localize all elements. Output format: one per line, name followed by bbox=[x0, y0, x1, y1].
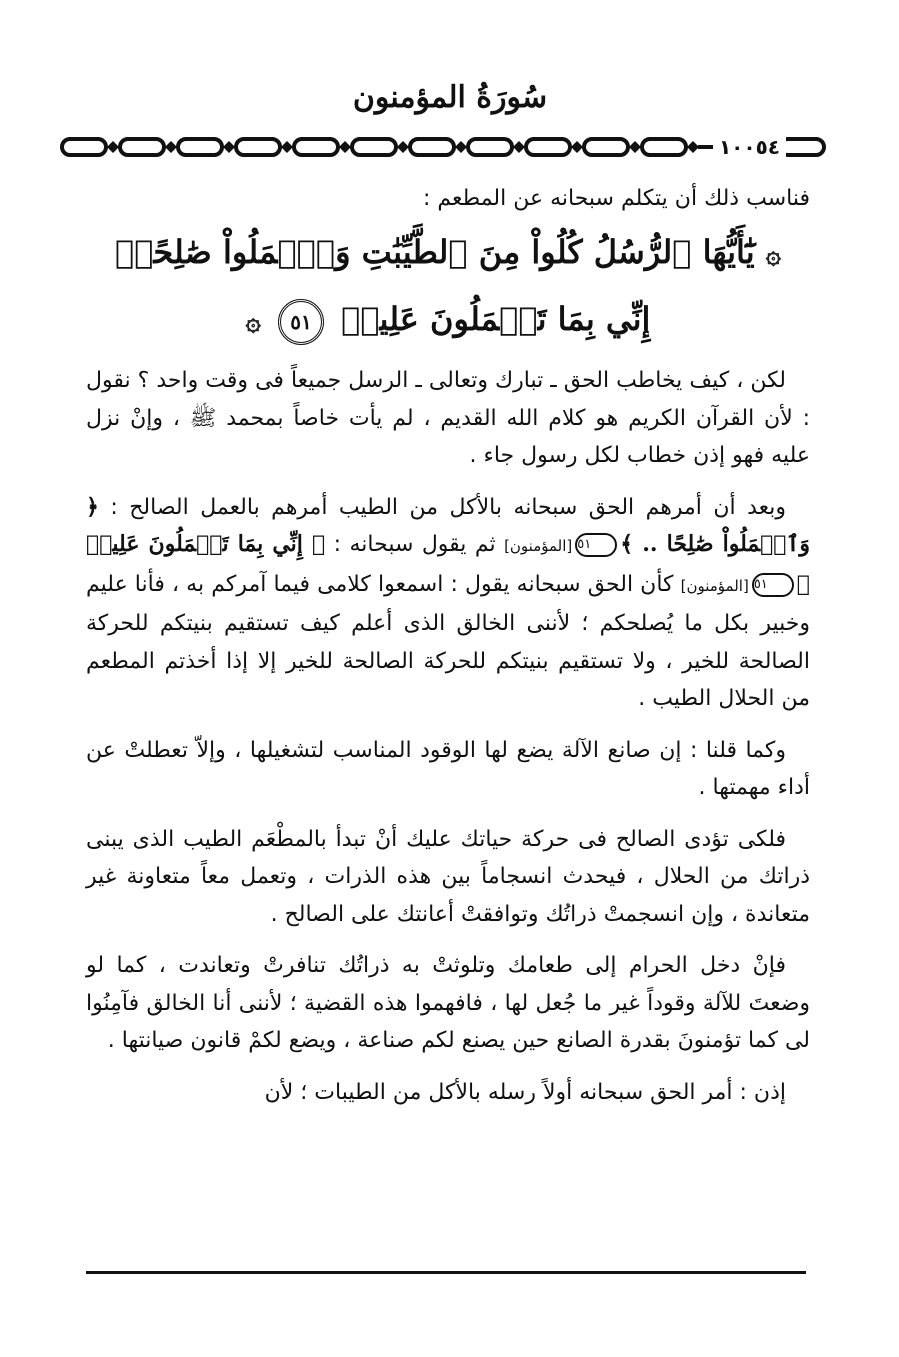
verse-open-ornament-icon: ۞ bbox=[765, 240, 782, 270]
verse-close-ornament-icon: ۞ bbox=[245, 307, 261, 337]
intro-line: فناسب ذلك أن يتكلم سبحانه عن المطعم : bbox=[422, 186, 810, 211]
verse-line-2 bbox=[86, 287, 810, 354]
paragraph-1: لكن ، كيف يخاطب الحق ـ تبارك وتعالى ـ الرسل جميعاً فى وقت واحد ؟ نقول : لأن القرآن الكريم هو كلام الله القديم ، لم يأت خاصاً بمحمد ﷺ ، وإنْ نزل عليه فهو إذن خطاب لكل رسول جاء . bbox=[86, 368, 810, 468]
p2-quote-2: ﴿ إِنِّي بِمَا تَعۡمَلُونَ عَلِيمٞ ﴾ bbox=[86, 531, 810, 597]
p2-text-1: وبعد أن أمرهم الحق سبحانه بالأكل من الطيب أمرهم بالعمل الصالح : bbox=[110, 494, 786, 520]
p2-quote-1: ﴿ وَٱعۡمَلُواْ صَٰلِحًا .. ﴾ bbox=[86, 493, 810, 557]
ayah-number-marker: ٥١ bbox=[278, 299, 324, 345]
verse-line-2-text: إِنِّي بِمَا تَعۡمَلُونَ عَلِيمٞ bbox=[341, 300, 651, 338]
paragraph-6: إذن : أمر الحق سبحانه أولاً رسله بالأكل من الطيبات ؛ لأن bbox=[264, 1079, 786, 1105]
header-ornament-band bbox=[58, 132, 830, 162]
p2-text-2: ثم يقول سبحانه : bbox=[333, 532, 496, 557]
page-number: ١٠٠٥٤ bbox=[713, 134, 786, 160]
p2-source-1: [المؤمنون] bbox=[504, 537, 573, 555]
paragraph-5: فإنْ دخل الحرام إلى طعامك وتلوثتْ به ذراتُك تنافرتْ وتعاندت ، كما لو وضعتَ للآلة وقوداً غير ما جُعل لها ، فافهموا هذه القضية ؛ لأننى أنا الخالق فآمِنُوا لى كما تؤمنونَ بقدرة الصانع حين يصنع لكم صناعة ، ويضع لكمْ قانون صيانتها . bbox=[86, 953, 810, 1053]
p2-text-3: كأن الحق سبحانه يقول : اسمعوا كلامى فيما آمركم به ، فأنا عليم وخبير بكل ما يُصلحكم ؛ لأننى الخالق الذى أعلم كيف تستقيم بنيتكم للحركة الصالحة للخير ، ولا تستقيم بنيتكم للحركة الصالحة للخير إلا إذا أخذتم المطعم من الحلال الطيب . bbox=[86, 571, 810, 711]
p2-ayah-marker-2: ٥١ bbox=[752, 573, 794, 597]
paragraph-2 bbox=[86, 489, 810, 718]
quran-verse-block bbox=[86, 220, 810, 354]
p2-source-2: [المؤمنون] bbox=[680, 576, 749, 595]
verse-line-1-text: يَٰٓأَيُّهَا ٱلرُّسُلُ كُلُواْ مِنَ ٱلطَّيِّبَٰتِ وَٱعۡمَلُواْ صَٰلِحًاۖ bbox=[114, 233, 755, 271]
footer-rule bbox=[86, 1271, 806, 1274]
surah-title: سُورَةُ المؤمنون bbox=[352, 80, 548, 115]
paragraph-4: فلكى تؤدى الصالح فى حركة حياتك عليك أنْ تبدأ بالمطْعَم الطيب الذى يبنى ذراتك من الحلال ، فيحدث انسجاماً بين هذه الذرات ، وتعمل معاً متعاونة غير متعاندة ، وإن انسجمتْ ذراتُك وتوافقتْ أعانتك على الصالح . bbox=[86, 826, 810, 927]
page-content bbox=[86, 182, 810, 1125]
paragraph-3: وكما قلنا : إن صانع الآلة يضع لها الوقود المناسب لتشغيلها ، وإلاّ تعطلتْ عن أداء مهمتها . bbox=[86, 737, 810, 800]
verse-line-1 bbox=[86, 220, 810, 287]
p2-ayah-marker-1: ٥١ bbox=[575, 533, 617, 557]
